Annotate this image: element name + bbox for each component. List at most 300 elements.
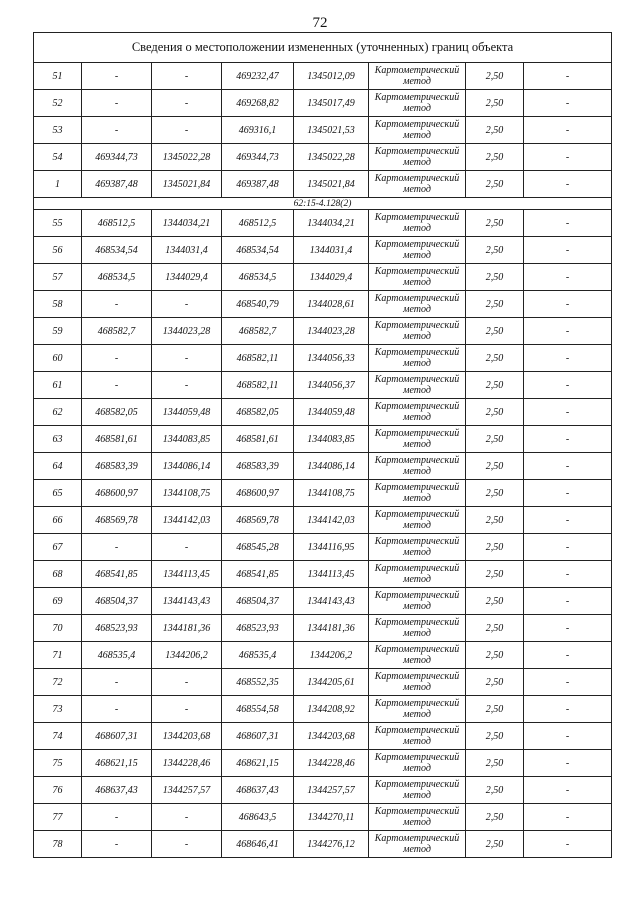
method-line-1: Картометрический xyxy=(374,266,460,277)
table-row xyxy=(34,507,612,534)
new-y-cell: 1344083,85 xyxy=(294,426,369,453)
method-line-1: Картометрический xyxy=(374,833,460,844)
old-x-cell: 468534,5 xyxy=(82,264,152,291)
method-line-1: Картометрический xyxy=(374,671,460,682)
precision-cell: 2,50 xyxy=(466,453,524,480)
new-y-cell: 1344205,61 xyxy=(294,669,369,696)
method-line-2: метод xyxy=(403,736,431,747)
method-cell xyxy=(369,372,466,399)
method-line-2: метод xyxy=(403,790,431,801)
description-cell: - xyxy=(524,642,612,669)
description-cell: - xyxy=(524,669,612,696)
description-cell: - xyxy=(524,453,612,480)
point-number-cell: 60 xyxy=(34,345,82,372)
table-row xyxy=(34,345,612,372)
table-row xyxy=(34,561,612,588)
old-y-cell: 1345022,28 xyxy=(152,144,222,171)
new-y-cell: 1344086,14 xyxy=(294,453,369,480)
section-label: 62:15-4.128(2) xyxy=(34,198,612,210)
boundary-points-table xyxy=(33,32,612,858)
method-line-2: метод xyxy=(403,412,431,423)
old-x-cell: - xyxy=(82,669,152,696)
description-cell: - xyxy=(524,696,612,723)
old-x-cell: 468600,97 xyxy=(82,480,152,507)
new-x-cell: 469268,82 xyxy=(222,90,294,117)
table-row xyxy=(34,480,612,507)
new-y-cell: 1344059,48 xyxy=(294,399,369,426)
method-line-1: Картометрический xyxy=(374,455,460,466)
old-x-cell: - xyxy=(82,804,152,831)
table-title: Сведения о местоположении измененных (уточненных) границ объекта xyxy=(34,33,612,63)
point-number-cell: 53 xyxy=(34,117,82,144)
table-row xyxy=(34,117,612,144)
point-number-cell: 70 xyxy=(34,615,82,642)
table-row xyxy=(34,804,612,831)
new-y-cell: 1345021,84 xyxy=(294,171,369,198)
table-row xyxy=(34,237,612,264)
new-y-cell: 1344028,61 xyxy=(294,291,369,318)
new-x-cell: 468582,11 xyxy=(222,345,294,372)
old-x-cell: 468582,7 xyxy=(82,318,152,345)
old-y-cell: - xyxy=(152,831,222,858)
old-x-cell: - xyxy=(82,345,152,372)
point-number-cell: 55 xyxy=(34,210,82,237)
new-x-cell: 468643,5 xyxy=(222,804,294,831)
point-number-cell: 52 xyxy=(34,90,82,117)
method-line-1: Картометрический xyxy=(374,173,460,184)
old-x-cell: 468541,85 xyxy=(82,561,152,588)
old-y-cell: 1344059,48 xyxy=(152,399,222,426)
method-cell xyxy=(369,669,466,696)
new-y-cell: 1344113,45 xyxy=(294,561,369,588)
method-cell xyxy=(369,642,466,669)
new-x-cell: 468607,31 xyxy=(222,723,294,750)
precision-cell: 2,50 xyxy=(466,507,524,534)
method-line-1: Картометрический xyxy=(374,119,460,130)
description-cell: - xyxy=(524,399,612,426)
description-cell: - xyxy=(524,507,612,534)
new-x-cell: 468534,54 xyxy=(222,237,294,264)
new-x-cell: 468569,78 xyxy=(222,507,294,534)
description-cell: - xyxy=(524,372,612,399)
old-y-cell: 1344142,03 xyxy=(152,507,222,534)
method-cell xyxy=(369,750,466,777)
new-x-cell: 468535,4 xyxy=(222,642,294,669)
old-y-cell: - xyxy=(152,372,222,399)
description-cell: - xyxy=(524,534,612,561)
method-cell xyxy=(369,426,466,453)
table-row xyxy=(34,534,612,561)
old-y-cell: 1344206,2 xyxy=(152,642,222,669)
table-row xyxy=(34,831,612,858)
precision-cell: 2,50 xyxy=(466,171,524,198)
old-x-cell: 468569,78 xyxy=(82,507,152,534)
new-x-cell: 468600,97 xyxy=(222,480,294,507)
method-cell xyxy=(369,210,466,237)
new-x-cell: 469316,1 xyxy=(222,117,294,144)
new-y-cell: 1344029,4 xyxy=(294,264,369,291)
method-line-2: метод xyxy=(403,223,431,234)
method-line-1: Картометрический xyxy=(374,536,460,547)
table-row xyxy=(34,669,612,696)
new-x-cell: 468582,7 xyxy=(222,318,294,345)
method-line-2: метод xyxy=(403,103,431,114)
new-x-cell: 469344,73 xyxy=(222,144,294,171)
new-x-cell: 468583,39 xyxy=(222,453,294,480)
new-y-cell: 1344276,12 xyxy=(294,831,369,858)
old-x-cell: 468512,5 xyxy=(82,210,152,237)
point-number-cell: 61 xyxy=(34,372,82,399)
old-x-cell: 469344,73 xyxy=(82,144,152,171)
precision-cell: 2,50 xyxy=(466,588,524,615)
method-cell xyxy=(369,264,466,291)
new-y-cell: 1344142,03 xyxy=(294,507,369,534)
new-y-cell: 1344270,11 xyxy=(294,804,369,831)
old-x-cell: - xyxy=(82,117,152,144)
method-cell xyxy=(369,453,466,480)
table-row xyxy=(34,723,612,750)
new-x-cell: 468637,43 xyxy=(222,777,294,804)
old-y-cell: 1344113,45 xyxy=(152,561,222,588)
table-row xyxy=(34,264,612,291)
method-line-1: Картометрический xyxy=(374,752,460,763)
old-x-cell: 468607,31 xyxy=(82,723,152,750)
method-cell xyxy=(369,561,466,588)
method-line-2: метод xyxy=(403,250,431,261)
method-line-1: Картометрический xyxy=(374,239,460,250)
table-row xyxy=(34,588,612,615)
precision-cell: 2,50 xyxy=(466,399,524,426)
precision-cell: 2,50 xyxy=(466,372,524,399)
precision-cell: 2,50 xyxy=(466,237,524,264)
method-line-2: метод xyxy=(403,439,431,450)
new-x-cell: 469387,48 xyxy=(222,171,294,198)
new-y-cell: 1345012,09 xyxy=(294,63,369,90)
method-cell xyxy=(369,804,466,831)
precision-cell: 2,50 xyxy=(466,90,524,117)
method-cell xyxy=(369,588,466,615)
method-line-1: Картометрический xyxy=(374,212,460,223)
point-number-cell: 77 xyxy=(34,804,82,831)
new-x-cell: 468534,5 xyxy=(222,264,294,291)
old-y-cell: - xyxy=(152,696,222,723)
point-number-cell: 66 xyxy=(34,507,82,534)
new-y-cell: 1344208,92 xyxy=(294,696,369,723)
description-cell: - xyxy=(524,615,612,642)
method-line-2: метод xyxy=(403,574,431,585)
old-y-cell: - xyxy=(152,63,222,90)
method-line-1: Картометрический xyxy=(374,146,460,157)
new-x-cell: 468540,79 xyxy=(222,291,294,318)
method-line-2: метод xyxy=(403,331,431,342)
new-y-cell: 1344206,2 xyxy=(294,642,369,669)
old-y-cell: - xyxy=(152,90,222,117)
new-y-cell: 1344031,4 xyxy=(294,237,369,264)
new-x-cell: 468523,93 xyxy=(222,615,294,642)
description-cell: - xyxy=(524,63,612,90)
method-line-2: метод xyxy=(403,628,431,639)
old-x-cell: 468523,93 xyxy=(82,615,152,642)
method-line-1: Картометрический xyxy=(374,698,460,709)
description-cell: - xyxy=(524,90,612,117)
old-x-cell: - xyxy=(82,696,152,723)
section-header-row xyxy=(34,198,612,210)
point-number-cell: 72 xyxy=(34,669,82,696)
precision-cell: 2,50 xyxy=(466,534,524,561)
method-line-2: метод xyxy=(403,358,431,369)
new-y-cell: 1344203,68 xyxy=(294,723,369,750)
table-row xyxy=(34,615,612,642)
point-number-cell: 75 xyxy=(34,750,82,777)
description-cell: - xyxy=(524,561,612,588)
point-number-cell: 1 xyxy=(34,171,82,198)
table-row xyxy=(34,90,612,117)
point-number-cell: 62 xyxy=(34,399,82,426)
old-y-cell: 1344181,36 xyxy=(152,615,222,642)
precision-cell: 2,50 xyxy=(466,561,524,588)
new-y-cell: 1344034,21 xyxy=(294,210,369,237)
method-line-1: Картометрический xyxy=(374,65,460,76)
method-line-1: Картометрический xyxy=(374,293,460,304)
method-line-1: Картометрический xyxy=(374,725,460,736)
precision-cell: 2,50 xyxy=(466,210,524,237)
method-line-2: метод xyxy=(403,601,431,612)
old-y-cell: - xyxy=(152,804,222,831)
old-y-cell: 1344083,85 xyxy=(152,426,222,453)
old-y-cell: 1344143,43 xyxy=(152,588,222,615)
table-row xyxy=(34,171,612,198)
precision-cell: 2,50 xyxy=(466,426,524,453)
point-number-cell: 56 xyxy=(34,237,82,264)
precision-cell: 2,50 xyxy=(466,615,524,642)
point-number-cell: 64 xyxy=(34,453,82,480)
old-y-cell: 1344023,28 xyxy=(152,318,222,345)
old-y-cell: 1344203,68 xyxy=(152,723,222,750)
precision-cell: 2,50 xyxy=(466,345,524,372)
new-y-cell: 1344257,57 xyxy=(294,777,369,804)
method-cell xyxy=(369,144,466,171)
precision-cell: 2,50 xyxy=(466,117,524,144)
method-cell xyxy=(369,291,466,318)
point-number-cell: 67 xyxy=(34,534,82,561)
method-cell xyxy=(369,777,466,804)
table-row xyxy=(34,210,612,237)
method-line-1: Картометрический xyxy=(374,482,460,493)
point-number-cell: 54 xyxy=(34,144,82,171)
method-cell xyxy=(369,117,466,144)
point-number-cell: 57 xyxy=(34,264,82,291)
method-line-1: Картометрический xyxy=(374,428,460,439)
method-cell xyxy=(369,534,466,561)
description-cell: - xyxy=(524,264,612,291)
method-line-1: Картометрический xyxy=(374,509,460,520)
description-cell: - xyxy=(524,831,612,858)
description-cell: - xyxy=(524,750,612,777)
table-row xyxy=(34,426,612,453)
method-line-2: метод xyxy=(403,493,431,504)
method-line-1: Картометрический xyxy=(374,374,460,385)
point-number-cell: 51 xyxy=(34,63,82,90)
new-x-cell: 468582,05 xyxy=(222,399,294,426)
old-y-cell: - xyxy=(152,117,222,144)
old-y-cell: 1344228,46 xyxy=(152,750,222,777)
point-number-cell: 69 xyxy=(34,588,82,615)
method-cell xyxy=(369,237,466,264)
old-y-cell: - xyxy=(152,534,222,561)
new-y-cell: 1344056,37 xyxy=(294,372,369,399)
method-line-1: Картометрический xyxy=(374,779,460,790)
new-y-cell: 1344116,95 xyxy=(294,534,369,561)
method-line-2: метод xyxy=(403,520,431,531)
old-y-cell: 1344034,21 xyxy=(152,210,222,237)
old-y-cell: 1345021,84 xyxy=(152,171,222,198)
method-line-2: метод xyxy=(403,817,431,828)
method-cell xyxy=(369,507,466,534)
point-number-cell: 73 xyxy=(34,696,82,723)
new-y-cell: 1344143,43 xyxy=(294,588,369,615)
old-x-cell: - xyxy=(82,831,152,858)
precision-cell: 2,50 xyxy=(466,723,524,750)
old-x-cell: 468535,4 xyxy=(82,642,152,669)
description-cell: - xyxy=(524,144,612,171)
old-y-cell: 1344029,4 xyxy=(152,264,222,291)
precision-cell: 2,50 xyxy=(466,831,524,858)
point-number-cell: 68 xyxy=(34,561,82,588)
old-y-cell: 1344257,57 xyxy=(152,777,222,804)
precision-cell: 2,50 xyxy=(466,291,524,318)
new-x-cell: 468581,61 xyxy=(222,426,294,453)
method-line-2: метод xyxy=(403,130,431,141)
method-line-2: метод xyxy=(403,655,431,666)
method-line-2: метод xyxy=(403,763,431,774)
new-x-cell: 468545,28 xyxy=(222,534,294,561)
description-cell: - xyxy=(524,117,612,144)
table-row xyxy=(34,144,612,171)
precision-cell: 2,50 xyxy=(466,318,524,345)
new-y-cell: 1345017,49 xyxy=(294,90,369,117)
description-cell: - xyxy=(524,171,612,198)
old-x-cell: - xyxy=(82,291,152,318)
new-x-cell: 469232,47 xyxy=(222,63,294,90)
method-cell xyxy=(369,723,466,750)
old-y-cell: 1344108,75 xyxy=(152,480,222,507)
old-y-cell: - xyxy=(152,669,222,696)
new-y-cell: 1345021,53 xyxy=(294,117,369,144)
old-x-cell: 468621,15 xyxy=(82,750,152,777)
description-cell: - xyxy=(524,804,612,831)
method-line-2: метод xyxy=(403,682,431,693)
table-row xyxy=(34,63,612,90)
old-y-cell: 1344086,14 xyxy=(152,453,222,480)
table-row xyxy=(34,642,612,669)
method-cell xyxy=(369,318,466,345)
precision-cell: 2,50 xyxy=(466,804,524,831)
precision-cell: 2,50 xyxy=(466,669,524,696)
table-row xyxy=(34,453,612,480)
precision-cell: 2,50 xyxy=(466,696,524,723)
table-row xyxy=(34,777,612,804)
new-y-cell: 1344181,36 xyxy=(294,615,369,642)
description-cell: - xyxy=(524,426,612,453)
table-body xyxy=(34,33,612,858)
precision-cell: 2,50 xyxy=(466,642,524,669)
method-cell xyxy=(369,345,466,372)
description-cell: - xyxy=(524,480,612,507)
description-cell: - xyxy=(524,291,612,318)
method-line-1: Картометрический xyxy=(374,644,460,655)
point-number-cell: 63 xyxy=(34,426,82,453)
old-x-cell: - xyxy=(82,90,152,117)
method-line-2: метод xyxy=(403,466,431,477)
method-line-1: Картометрический xyxy=(374,92,460,103)
description-cell: - xyxy=(524,588,612,615)
description-cell: - xyxy=(524,723,612,750)
precision-cell: 2,50 xyxy=(466,777,524,804)
precision-cell: 2,50 xyxy=(466,144,524,171)
old-x-cell: 468637,43 xyxy=(82,777,152,804)
new-x-cell: 468582,11 xyxy=(222,372,294,399)
table-row xyxy=(34,696,612,723)
method-line-1: Картометрический xyxy=(374,320,460,331)
new-x-cell: 468646,41 xyxy=(222,831,294,858)
method-cell xyxy=(369,171,466,198)
old-x-cell: 468581,61 xyxy=(82,426,152,453)
point-number-cell: 78 xyxy=(34,831,82,858)
description-cell: - xyxy=(524,345,612,372)
new-x-cell: 468621,15 xyxy=(222,750,294,777)
method-cell xyxy=(369,615,466,642)
old-x-cell: 468534,54 xyxy=(82,237,152,264)
old-x-cell: - xyxy=(82,372,152,399)
method-line-1: Картометрический xyxy=(374,617,460,628)
method-line-1: Картометрический xyxy=(374,590,460,601)
old-x-cell: 468504,37 xyxy=(82,588,152,615)
new-x-cell: 468512,5 xyxy=(222,210,294,237)
precision-cell: 2,50 xyxy=(466,480,524,507)
new-x-cell: 468541,85 xyxy=(222,561,294,588)
table-row xyxy=(34,318,612,345)
method-cell xyxy=(369,831,466,858)
method-cell xyxy=(369,696,466,723)
point-number-cell: 65 xyxy=(34,480,82,507)
new-x-cell: 468552,35 xyxy=(222,669,294,696)
table-row xyxy=(34,291,612,318)
description-cell: - xyxy=(524,777,612,804)
new-y-cell: 1344056,33 xyxy=(294,345,369,372)
point-number-cell: 58 xyxy=(34,291,82,318)
method-line-2: метод xyxy=(403,184,431,195)
new-y-cell: 1345022,28 xyxy=(294,144,369,171)
method-cell xyxy=(369,399,466,426)
method-line-2: метод xyxy=(403,277,431,288)
table-title-row xyxy=(34,33,612,63)
method-line-1: Картометрический xyxy=(374,347,460,358)
old-x-cell: - xyxy=(82,63,152,90)
method-line-2: метод xyxy=(403,844,431,855)
point-number-cell: 76 xyxy=(34,777,82,804)
old-x-cell: - xyxy=(82,534,152,561)
old-x-cell: 468582,05 xyxy=(82,399,152,426)
method-line-2: метод xyxy=(403,157,431,168)
new-x-cell: 468504,37 xyxy=(222,588,294,615)
table-row xyxy=(34,399,612,426)
table-row xyxy=(34,750,612,777)
method-line-2: метод xyxy=(403,304,431,315)
point-number-cell: 59 xyxy=(34,318,82,345)
method-cell xyxy=(369,90,466,117)
old-y-cell: - xyxy=(152,345,222,372)
new-y-cell: 1344108,75 xyxy=(294,480,369,507)
